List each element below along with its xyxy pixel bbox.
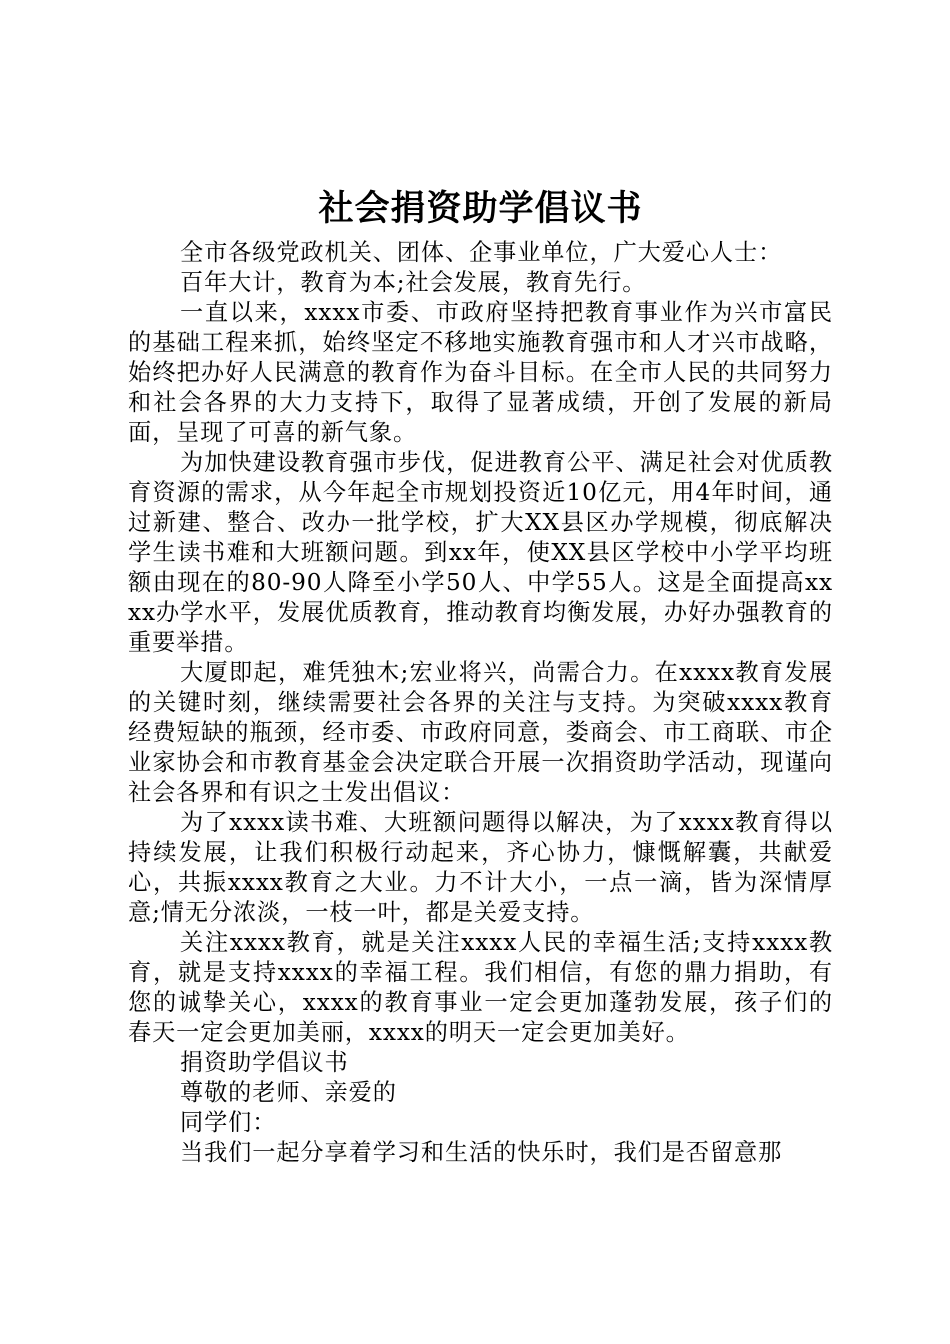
appeal-context-paragraph: 大厦即起，难凭独木;宏业将兴，尚需合力。在xxxx教育发展的关键时刻，继续需要社会各界的关注与支持。为突破xxxx教育经费短缺的瓶颈，经市委、市政府同意，娄商会、市工商联、市企业家协会和市教育基金会决定联合开展一次捐资助学活动，现谨向社会各界和有识之士发出倡议：	[128, 659, 833, 806]
call-to-action-paragraph: 为了xxxx读书难、大班额问题得以解决，为了xxxx教育得以持续发展，让我们积极行动起来，齐心协力，慷慨解囊，共献爱心，共振xxxx教育之大业。力不计大小，一点一滴，皆为深情厚意;情无分浓淡，一枝一叶，都是关爱支持。	[128, 809, 833, 926]
second-letter-salutation-line-1: 尊敬的老师、亲爱的	[180, 1079, 397, 1106]
document-title: 社会捐资助学倡议书	[318, 188, 643, 229]
background-paragraph: 一直以来，xxxx市委、市政府坚持把教育事业作为兴市富民的基础工程来抓，始终坚定不移地实施教育强市和人才兴市战略，始终把办好人民满意的教育作为奋斗目标。在全市人民的共同努力和社会各界的大力支持下，取得了显著成绩，开创了发展的新局面，呈现了可喜的新气象。	[128, 299, 833, 446]
investment-paragraph: 为加快建设教育强市步伐，促进教育公平、满足社会对优质教育资源的需求，从今年起全市规划投资近10亿元，用4年时间，通过新建、整合、改办一批学校，扩大XX县区办学规模，彻底解决学生读书难和大班额问题。到xx年，使XX县区学校中小学平均班额由现在的80-90人降至小学50人、中学55人。这是全面提高xxxx办学水平，发展优质教育，推动教育均衡发展，办好办强教育的重要举措。	[128, 449, 833, 656]
opening-paragraph: 百年大计，教育为本;社会发展，教育先行。	[180, 269, 647, 296]
second-letter-body-paragraph: 当我们一起分享着学习和生活的快乐时，我们是否留意那	[180, 1139, 783, 1166]
salutation-paragraph: 全市各级党政机关、团体、企事业单位，广大爱心人士：	[180, 239, 783, 266]
document-body	[128, 186, 833, 1168]
second-letter-heading: 捐资助学倡议书	[180, 1049, 349, 1076]
closing-paragraph: 关注xxxx教育，就是关注xxxx人民的幸福生活;支持xxxx教育，就是支持xxxx的幸福工程。我们相信，有您的鼎力捐助，有您的诚挚关心，xxxx的教育事业一定会更加蓬勃发展，孩子们的春天一定会更加美丽，xxxx的明天一定会更加美好。	[128, 929, 833, 1046]
second-letter-salutation-line-2: 同学们：	[180, 1109, 277, 1136]
